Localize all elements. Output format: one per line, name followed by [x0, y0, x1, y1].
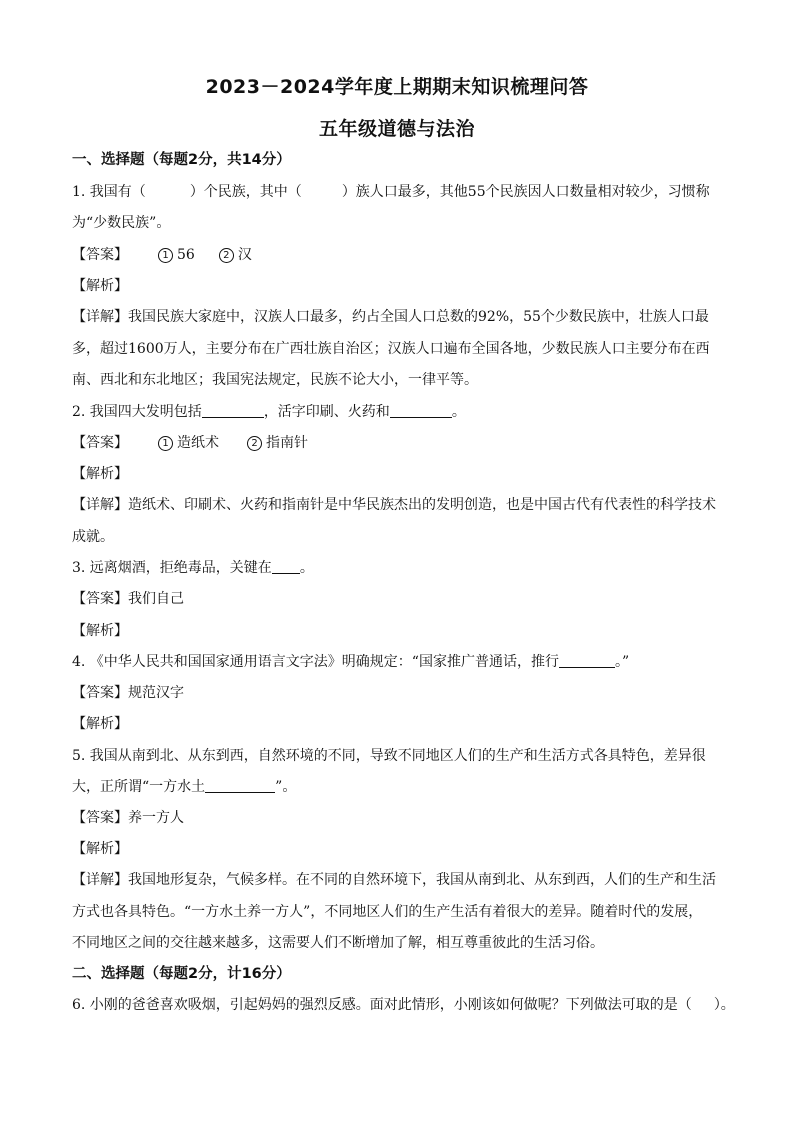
detail-5-line-1: 【详解】我国地形复杂，气候多样。在不同的自然环境下，我国从南到北、从东到西，人们的生产和生活	[72, 872, 716, 888]
section-heading-1: 一、选择题（每题2分，共14分）	[72, 152, 291, 168]
document-title: 2023－2024学年度上期期末知识梳理问答	[205, 76, 589, 98]
document-subtitle: 五年级道德与法治	[318, 118, 475, 140]
analysis-5: 【解析】	[72, 841, 128, 857]
analysis-4: 【解析】	[72, 716, 128, 732]
question-2: 2. 我国四大发明包括 ，活字印刷、火药和 。	[72, 404, 466, 420]
question-1-line-1: 1. 我国有（ ）个民族，其中（ ）族人口最多，其他55个民族因人口数量相对较少，习惯称	[72, 184, 710, 200]
detail-2-line-2: 成就。	[72, 529, 114, 545]
question-3: 3. 远离烟酒，拒绝毒品，关键在 。	[72, 560, 314, 576]
answer-1: 【答案】 1 56 2 汉	[72, 247, 252, 263]
detail-2-line-1: 【详解】造纸术、印刷术、火药和指南针是中华民族杰出的发明创造，也是中国古代有代表性的科学技术	[72, 497, 716, 513]
question-5-line-2: 大，正所谓“一方水土 ”。	[72, 779, 297, 795]
analysis-3: 【解析】	[72, 623, 128, 639]
analysis-1: 【解析】	[72, 278, 128, 294]
question-4: 4. 《中华人民共和国国家通用语言文字法》明确规定：“国家推广普通话，推行 。”	[72, 654, 630, 670]
question-5-line-1: 5. 我国从南到北、从东到西，自然环境的不同，导致不同地区人们的生产和生活方式各具特色，差异很	[72, 748, 706, 764]
section-heading-2: 二、选择题（每题2分，计16分）	[72, 966, 291, 982]
question-6: 6. 小刚的爸爸喜欢吸烟，引起妈妈的强烈反感。面对此情形，小刚该如何做呢？下列做法可取的是（ ）。	[72, 997, 735, 1013]
answer-4: 【答案】规范汉字	[72, 685, 184, 701]
answer-5: 【答案】养一方人	[72, 810, 184, 826]
answer-3: 【答案】我们自己	[72, 591, 184, 607]
detail-5-line-2: 方式也各具特色。“一方水土养一方人”，不同地区人们的生产生活有着很大的差异。随着时代的发展，	[72, 904, 703, 920]
detail-1-line-2: 多，超过1600万人，主要分布在广西壮族自治区；汉族人口遍布全国各地，少数民族人口主要分布在西	[72, 341, 710, 357]
answer-2: 【答案】 1 造纸术 2 指南针	[72, 435, 308, 451]
detail-1-line-1: 【详解】我国民族大家庭中，汉族人口最多，约占全国人口总数的92%，55个少数民族中，壮族人口最	[72, 309, 709, 325]
analysis-2: 【解析】	[72, 466, 128, 482]
question-1-line-2: 为“少数民族”。	[72, 215, 171, 231]
detail-5-line-3: 不同地区之间的交往越来越多，这需要人们不断增加了解，相互尊重彼此的生活习俗。	[72, 935, 604, 951]
detail-1-line-3: 南、西北和东北地区；我国宪法规定，民族不论大小，一律平等。	[72, 372, 478, 388]
